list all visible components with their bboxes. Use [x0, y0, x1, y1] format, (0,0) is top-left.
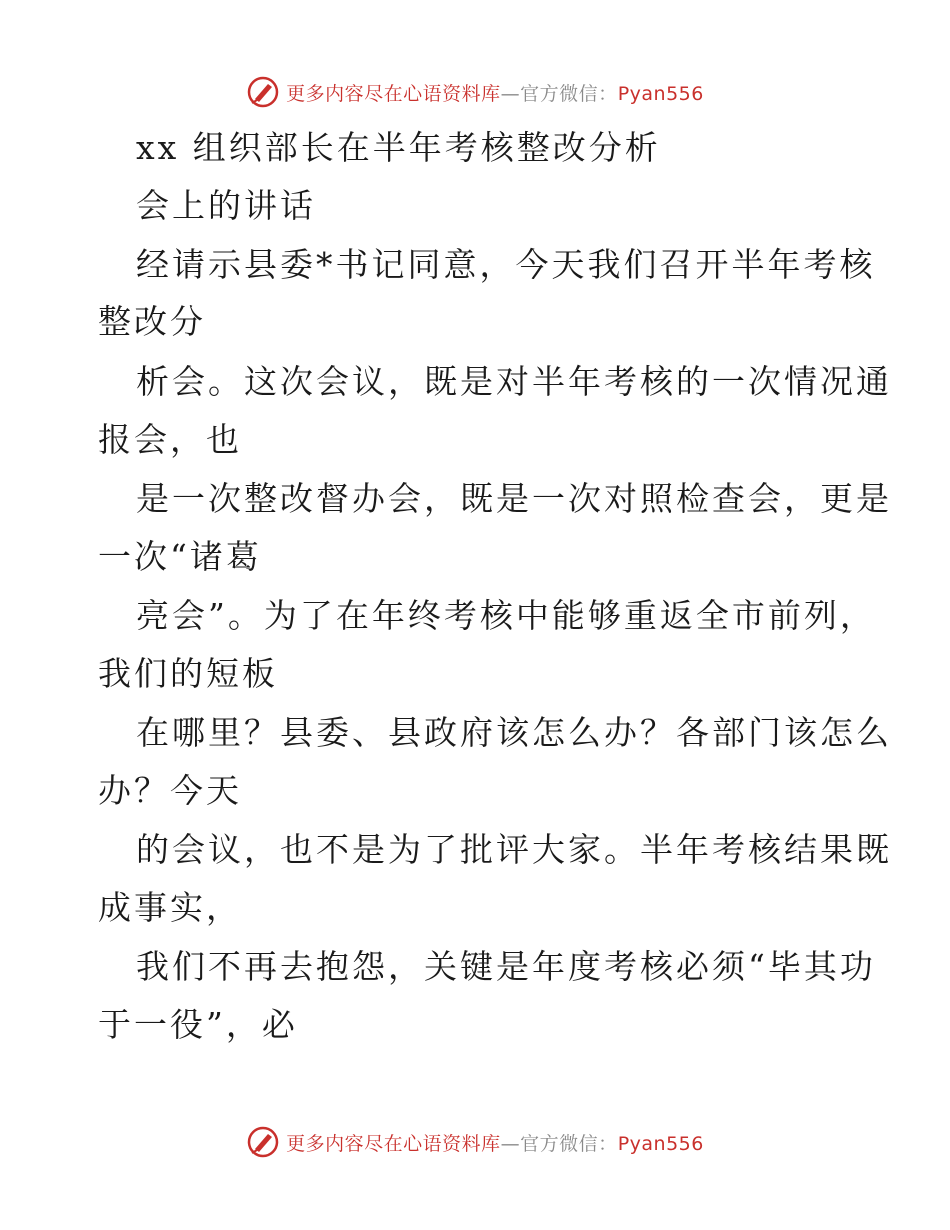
watermark-text: 更多内容尽在心语资料库—官方微信：Pyan556 [286, 82, 704, 105]
paragraph-line: 的会议，也不是为了批评大家。半年考核结果既 [136, 830, 892, 869]
paragraph-line: 办？今天 [98, 771, 242, 810]
pen-circle-logo-icon [246, 75, 280, 109]
header-watermark-banner [0, 72, 950, 112]
paragraph-line: 亮会”。为了在年终考核中能够重返全市前列， [136, 596, 876, 635]
paragraph-line: 我们不再去抱怨，关键是年度考核必须“毕其功 [136, 947, 876, 986]
paragraph-line: 析会。这次会议，既是对半年考核的一次情况通 [136, 362, 892, 401]
paragraph-line: 在哪里？县委、县政府该怎么办？各部门该怎么 [136, 713, 892, 752]
document-title-line-1: xx 组织部长在半年考核整改分析 [136, 128, 661, 167]
paragraph-line: 我们的短板 [98, 654, 278, 693]
footer-watermark-banner [0, 1122, 950, 1162]
paragraph-line: 是一次整改督办会，既是一次对照检查会，更是 [136, 479, 892, 518]
pen-circle-logo-icon [246, 1125, 280, 1159]
paragraph-line: 报会，也 [98, 420, 242, 459]
paragraph-line: 经请示县委*书记同意，今天我们召开半年考核 [136, 245, 876, 284]
watermark-text: 更多内容尽在心语资料库—官方微信：Pyan556 [286, 1132, 704, 1155]
paragraph-line: 成事实， [98, 888, 242, 927]
paragraph-line: 于一役”，必 [98, 1005, 298, 1044]
paragraph-line: 整改分 [98, 302, 206, 341]
document-title-line-2: 会上的讲话 [136, 186, 316, 225]
paragraph-line: 一次“诸葛 [98, 537, 262, 576]
